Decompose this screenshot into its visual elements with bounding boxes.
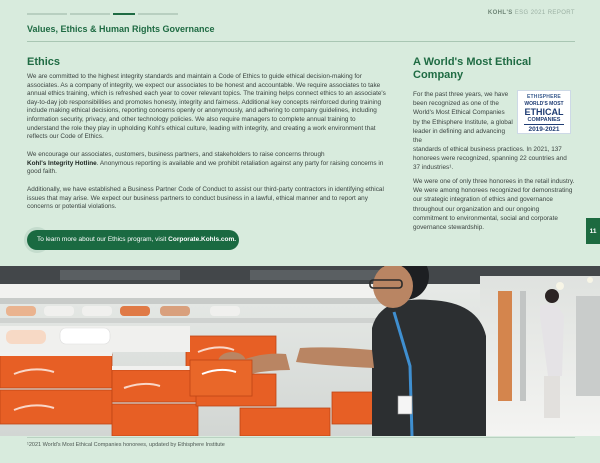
nav-segment[interactable] (138, 13, 178, 15)
store-associate-photo (0, 266, 600, 436)
badge-years: 2019-2021 (524, 124, 564, 134)
badge-line-2: WORLD'S MOST (524, 101, 564, 107)
badge-line-3: ETHICAL (524, 107, 564, 117)
cta-button[interactable] (27, 230, 239, 250)
ethisphere-badge (517, 90, 571, 134)
badge-line-1: ETHISPHERE (527, 94, 561, 100)
ethics-paragraph-2 (27, 151, 389, 177)
section-title: Values, Ethics & Human Rights Governance (27, 24, 215, 34)
photo-illustration (0, 266, 600, 436)
ethics-heading: Ethics (27, 56, 61, 68)
ethics-paragraph-1: We are committed to the highest integrity standards and maintain a Code of Ethics to guide ethical decision-making for associates. As a company of integrity, we expect our associates to be honest and accountable. We require associates to take annual ethics training, which is refreshed each year to cover relevant topics. The training helps connect ethics to an associate's day-to-day job responsibilities and promotes honesty, integrity and fairness. Additional key concepts reinforced during training include making ethical decisions, reporting concerns openly or anonymously, and adhering to company guidelines, including information security, privacy, and other technology policies. We also require managers to complete annual training to understand the role they play in upholding Kohl's ethical culture, leading with integrity, and creating a work environment that reflects our Code of Ethics. (27, 73, 386, 141)
footnote: ¹2021 World's Most Ethical Companies honorees, updated by Ethisphere Institute (27, 442, 225, 448)
cta-text: To learn more about our Ethics program, visit (37, 236, 167, 243)
world-paragraph-2: standards of ethical business practices. In 2021, 137 honorees were recognized, spanning 22 countries and 37 industries¹. (413, 146, 567, 172)
report-label (488, 10, 575, 16)
world-paragraph-1: For the past three years, we have been recognized as one of the World's Most Ethical Companies by the Ethisphere Institute, a global leader in defining and advancing the (413, 91, 513, 145)
nav-segment[interactable] (70, 13, 110, 15)
page-number-tab: 11 (586, 218, 600, 244)
world-heading: A World's Most Ethical Company (413, 56, 532, 81)
nav-segment[interactable] (27, 13, 67, 15)
section-divider (27, 41, 575, 42)
report-suffix: ESG 2021 REPORT (514, 10, 575, 16)
world-paragraph-3: We were one of only three honorees in the retail industry. We were among honorees recognized for demonstrating our strategic integration of ethics and governance throughout our organization and our ongoing commitment to environmental, social and corporate governance stewardship. (413, 178, 575, 232)
section-progress-nav (27, 13, 178, 15)
nav-segment-active[interactable] (113, 13, 135, 15)
badge-line-4: COMPANIES (527, 117, 561, 123)
ethics-cta[interactable] (27, 230, 239, 250)
report-brand: KOHL'S (487, 10, 513, 16)
ethics-p2-start: We encourage our associates, customers, business partners, and stakeholders to raise concerns through (27, 151, 325, 158)
cta-link[interactable]: Corporate.Kohls.com. (168, 236, 237, 243)
integrity-hotline-link[interactable]: Kohl's Integrity Hotline (27, 159, 97, 167)
ethics-paragraph-3: Additionally, we have established a Business Partner Code of Conduct to assist our third-party contractors in identifying ethical issues that may arise. We expect our business partners to conduct business in a lawful, ethical manner and to report any concerns or potential violations. (27, 186, 384, 211)
top-bar (27, 8, 575, 20)
ethics-p2-end: . Anonymous reporting is available and we prohibit retaliation against any party for raising concerns in good faith. (27, 159, 384, 176)
footnote-divider (27, 437, 575, 438)
